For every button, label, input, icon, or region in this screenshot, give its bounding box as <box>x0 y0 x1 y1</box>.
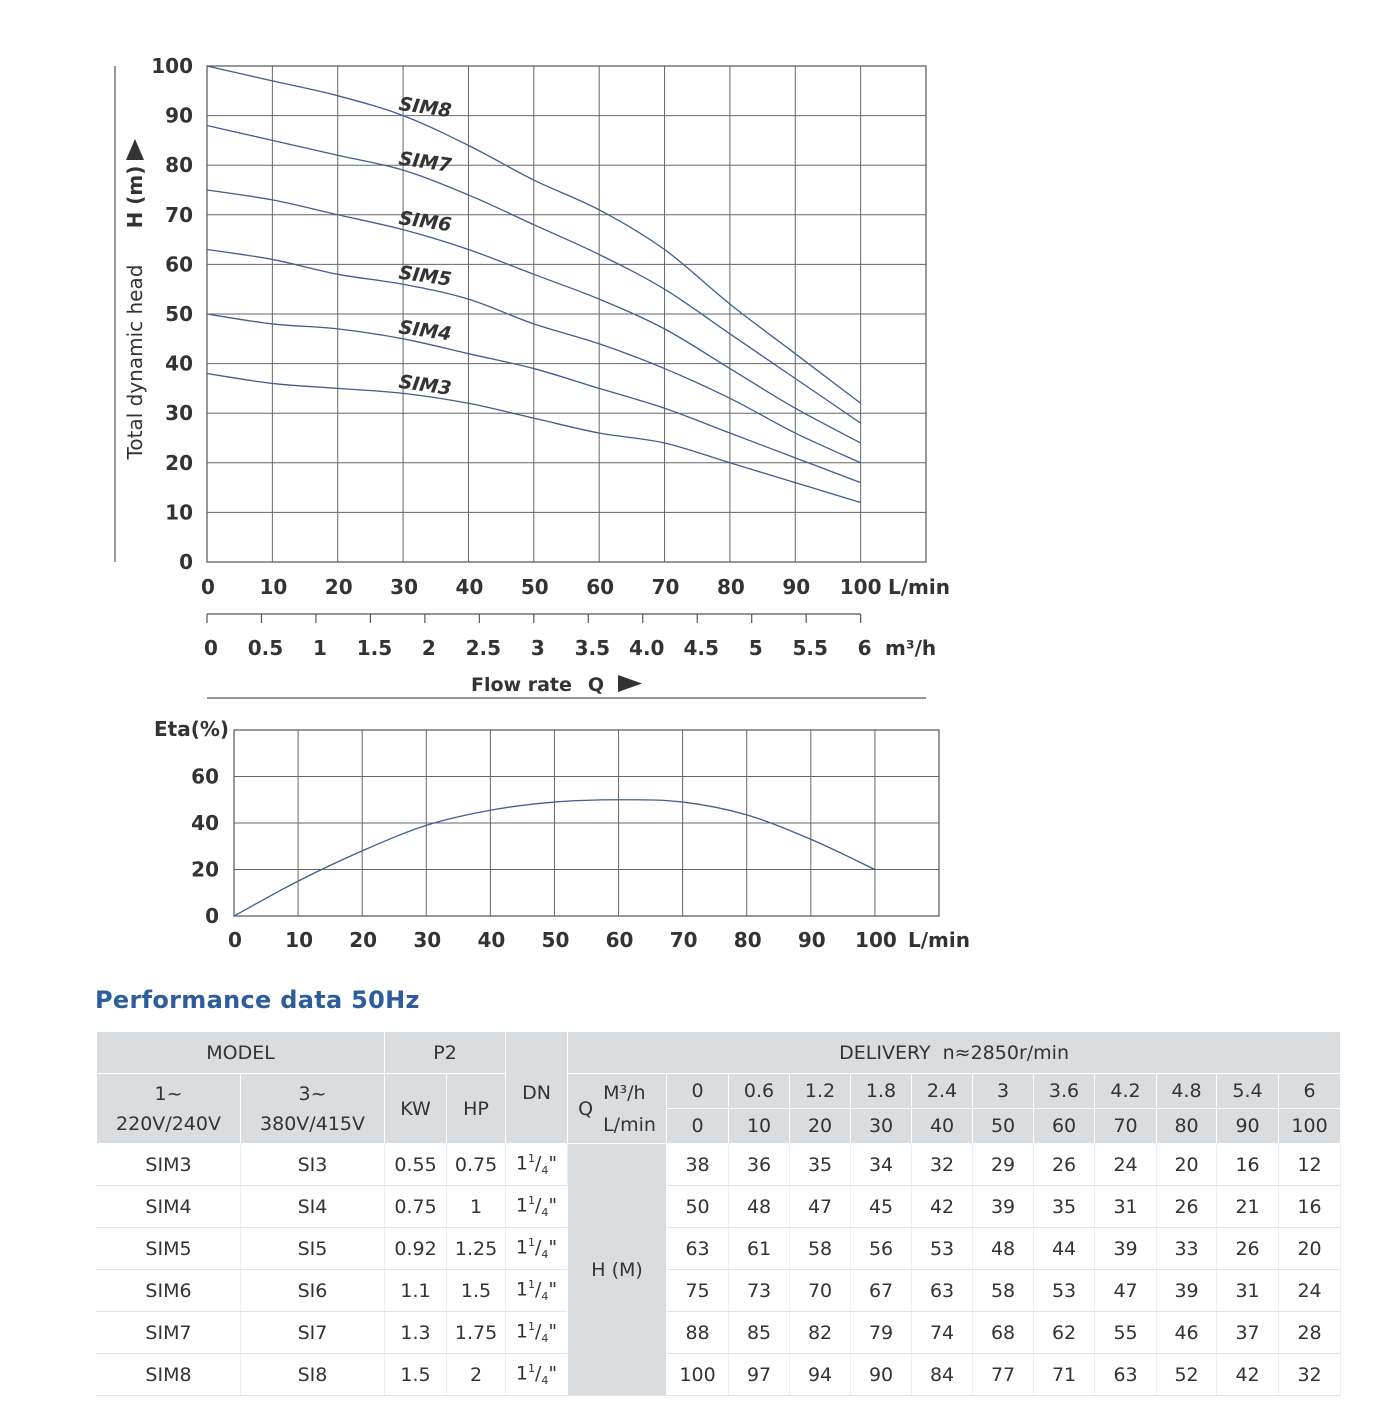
hp-cell: 1.75 <box>447 1312 506 1354</box>
model-three-phase-cell: SI3 <box>241 1144 385 1186</box>
lmin-value: 100 <box>1279 1109 1341 1144</box>
head-value-cell: 67 <box>851 1270 912 1312</box>
model-single-phase-cell: SIM6 <box>97 1270 241 1312</box>
dn-cell: $1^1/_4$" <box>506 1144 568 1186</box>
head-value-cell: 47 <box>790 1186 851 1228</box>
head-y-tick-label: 90 <box>165 103 193 128</box>
head-curve-chart <box>0 0 1400 700</box>
head-value-cell: 39 <box>1095 1228 1157 1270</box>
performance-table-body <box>97 1144 1341 1396</box>
head-value-cell: 20 <box>1279 1228 1341 1270</box>
dn-cell: $1^1/_4$" <box>506 1186 568 1228</box>
three-phase-voltage: 380V/415V <box>260 1112 365 1135</box>
eta-chart-grid <box>234 730 939 916</box>
eta-axis-title: Eta(%) <box>154 717 230 741</box>
head-x-tick-label: 50 <box>520 575 549 599</box>
x2-tick-label: 2.5 <box>465 636 502 660</box>
head-value-cell: 63 <box>1095 1354 1157 1396</box>
head-x-tick-label: 100 <box>839 575 882 599</box>
dn-cell: $1^1/_4$" <box>506 1228 568 1270</box>
head-y-tick-label: 70 <box>165 202 193 227</box>
model-single-phase-cell: SIM3 <box>97 1144 241 1186</box>
single-phase-voltage: 220V/240V <box>116 1112 221 1135</box>
y-axis-title: Total dynamic head <box>123 264 147 460</box>
x2-tick-label: 5.5 <box>792 636 828 660</box>
head-x-tick-label: 40 <box>455 575 484 599</box>
head-value-cell: 46 <box>1157 1312 1217 1354</box>
q-label: Q <box>578 1097 594 1120</box>
m3h-value: 2.4 <box>912 1074 973 1109</box>
head-chart-x-ticks <box>201 575 881 599</box>
head-value-cell: 82 <box>790 1312 851 1354</box>
table-row <box>97 1228 1341 1270</box>
head-x-tick-label: 20 <box>324 575 353 599</box>
delivery-header: DELIVERY n≈2850r/min <box>568 1032 1341 1074</box>
model-three-phase-cell: SI8 <box>241 1354 385 1396</box>
x2-tick-label: 1 <box>312 636 327 660</box>
hp-header: HP <box>447 1074 506 1144</box>
head-y-tick-label: 50 <box>165 302 193 326</box>
head-y-tick-label: 40 <box>165 351 193 376</box>
x2-axis-unit-label: m³/h <box>885 636 937 660</box>
head-y-tick-label: 80 <box>165 153 193 178</box>
lmin-value: 60 <box>1034 1109 1095 1144</box>
head-value-cell: 26 <box>1157 1186 1217 1228</box>
head-value-cell: 31 <box>1217 1270 1279 1312</box>
x2-tick-label: 1.5 <box>356 636 393 660</box>
head-value-cell: 35 <box>790 1144 851 1186</box>
head-value-cell: 35 <box>1034 1186 1095 1228</box>
head-chart-grid <box>207 66 926 562</box>
series-label: SIM8 <box>397 93 453 123</box>
head-value-cell: 74 <box>912 1312 973 1354</box>
eta-x-tick-label: 0 <box>228 928 242 952</box>
head-value-cell: 32 <box>1279 1354 1341 1396</box>
head-y-tick-label: 60 <box>165 252 193 277</box>
x2-tick-label: 4.5 <box>683 636 719 660</box>
x2-tick-label: 6 <box>857 636 872 660</box>
head-value-cell: 100 <box>667 1354 729 1396</box>
lmin-value: 40 <box>912 1109 973 1144</box>
head-value-cell: 16 <box>1279 1186 1341 1228</box>
head-value-cell: 56 <box>851 1228 912 1270</box>
model-three-phase-cell: SI6 <box>241 1270 385 1312</box>
kw-cell: 0.55 <box>385 1144 447 1186</box>
m3h-value: 3 <box>973 1074 1034 1109</box>
eta-y-tick-label: 20 <box>191 857 219 882</box>
x2-tick-label: 5 <box>748 636 763 660</box>
lmin-value: 10 <box>729 1109 790 1144</box>
head-value-cell: 44 <box>1034 1228 1095 1270</box>
eta-y-tick-label: 60 <box>191 764 219 789</box>
x-axis-title-label: Flow rate <box>471 674 572 696</box>
head-value-cell: 90 <box>851 1354 912 1396</box>
model-header: MODEL <box>97 1032 385 1074</box>
head-value-cell: 39 <box>1157 1270 1217 1312</box>
head-value-cell: 38 <box>667 1144 729 1186</box>
dn-header: DN <box>506 1032 568 1144</box>
lmin-value: 0 <box>667 1109 729 1144</box>
head-value-cell: 16 <box>1217 1144 1279 1186</box>
head-x-tick-label: 70 <box>651 575 680 599</box>
head-value-cell: 47 <box>1095 1270 1157 1312</box>
x2-tick-label: 4.0 <box>629 636 665 660</box>
head-value-cell: 84 <box>912 1354 973 1396</box>
lmin-value: 90 <box>1217 1109 1279 1144</box>
eta-y-tick-label: 0 <box>205 904 219 928</box>
three-phase-header <box>241 1074 385 1144</box>
head-value-cell: 75 <box>667 1270 729 1312</box>
three-phase-symbol: 3~ <box>298 1082 327 1105</box>
head-value-cell: 71 <box>1034 1354 1095 1396</box>
m3h-value: 5.4 <box>1217 1074 1279 1109</box>
head-value-cell: 24 <box>1279 1270 1341 1312</box>
kw-cell: 0.75 <box>385 1186 447 1228</box>
head-value-cell: 58 <box>973 1270 1034 1312</box>
eta-x-axis-unit: L/min <box>908 928 970 952</box>
eta-x-tick-label: 40 <box>477 928 506 952</box>
kw-cell: 1.5 <box>385 1354 447 1396</box>
head-value-cell: 42 <box>1217 1354 1279 1396</box>
kw-cell: 0.92 <box>385 1228 447 1270</box>
head-value-cell: 68 <box>973 1312 1034 1354</box>
eta-x-tick-label: 50 <box>541 928 570 952</box>
model-single-phase-cell: SIM5 <box>97 1228 241 1270</box>
series-label: SIM7 <box>397 147 453 177</box>
p2-header: P2 <box>385 1032 506 1074</box>
performance-data-title: Performance data 50Hz <box>95 986 420 1014</box>
head-y-tick-label: 0 <box>179 550 193 574</box>
m3h-label: M³/h <box>603 1081 646 1104</box>
m3h-value: 4.2 <box>1095 1074 1157 1109</box>
single-phase-symbol: 1~ <box>154 1082 183 1105</box>
kw-cell: 1.3 <box>385 1312 447 1354</box>
hp-cell: 0.75 <box>447 1144 506 1186</box>
head-value-cell: 26 <box>1034 1144 1095 1186</box>
model-three-phase-cell: SI5 <box>241 1228 385 1270</box>
head-value-cell: 50 <box>667 1186 729 1228</box>
eta-x-tick-label: 100 <box>855 928 897 952</box>
head-value-cell: 45 <box>851 1186 912 1228</box>
flow-units-header <box>568 1074 667 1144</box>
single-phase-header <box>97 1074 241 1144</box>
m3h-value: 1.8 <box>851 1074 912 1109</box>
head-value-cell: 28 <box>1279 1312 1341 1354</box>
y-axis-unit: H (m) <box>123 165 147 229</box>
head-y-tick-label: 10 <box>165 500 193 525</box>
head-value-cell: 42 <box>912 1186 973 1228</box>
eta-x-tick-label: 30 <box>413 928 442 952</box>
head-value-cell: 97 <box>729 1354 790 1396</box>
lmin-value: 30 <box>851 1109 912 1144</box>
head-value-cell: 29 <box>973 1144 1034 1186</box>
table-row <box>97 1270 1341 1312</box>
eta-x-tick-label: 20 <box>349 928 378 952</box>
series-label: SIM3 <box>397 370 453 400</box>
model-single-phase-cell: SIM8 <box>97 1354 241 1396</box>
series-label: SIM5 <box>397 261 453 291</box>
head-value-cell: 70 <box>790 1270 851 1312</box>
head-x-tick-label: 80 <box>716 575 745 599</box>
head-value-cell: 94 <box>790 1354 851 1396</box>
head-value-cell: 48 <box>729 1186 790 1228</box>
head-value-cell: 85 <box>729 1312 790 1354</box>
head-value-cell: 79 <box>851 1312 912 1354</box>
eta-chart-y-ticks <box>191 765 219 929</box>
y-axis-arrow-icon <box>126 139 144 160</box>
dn-cell: $1^1/_4$" <box>506 1312 568 1354</box>
eta-y-tick-label: 40 <box>191 811 219 835</box>
head-value-cell: 62 <box>1034 1312 1095 1354</box>
head-value-cell: 36 <box>729 1144 790 1186</box>
eta-x-tick-label: 60 <box>605 928 634 952</box>
head-x-tick-label: 0 <box>201 575 215 599</box>
head-value-cell: 55 <box>1095 1312 1157 1354</box>
head-chart-y-ticks <box>151 54 193 574</box>
model-three-phase-cell: SI4 <box>241 1186 385 1228</box>
table-row <box>97 1354 1341 1396</box>
table-row <box>97 1144 1341 1186</box>
head-value-cell: 58 <box>790 1228 851 1270</box>
head-x-tick-label: 90 <box>782 575 811 599</box>
head-value-cell: 34 <box>851 1144 912 1186</box>
model-single-phase-cell: SIM4 <box>97 1186 241 1228</box>
eta-x-tick-label: 80 <box>733 928 762 952</box>
hp-cell: 2 <box>447 1354 506 1396</box>
lmin-value: 50 <box>973 1109 1034 1144</box>
head-value-cell: 32 <box>912 1144 973 1186</box>
x2-tick-label: 0 <box>204 636 218 660</box>
hp-cell: 1.25 <box>447 1228 506 1270</box>
x2-tick-label: 0.5 <box>247 636 284 660</box>
head-value-cell: 88 <box>667 1312 729 1354</box>
head-y-tick-label: 20 <box>165 450 193 475</box>
x-axis-unit: L/min <box>888 575 950 599</box>
head-metres-label: H (M) <box>568 1144 667 1396</box>
lmin-label: L/min <box>603 1113 656 1136</box>
eta-x-tick-label: 10 <box>285 928 314 952</box>
lmin-value: 80 <box>1157 1109 1217 1144</box>
head-x-tick-label: 10 <box>259 575 288 599</box>
series-label: SIM4 <box>397 316 453 346</box>
x2-tick-label: 3 <box>530 636 545 660</box>
m3h-value: 4.8 <box>1157 1074 1217 1109</box>
model-three-phase-cell: SI7 <box>241 1312 385 1354</box>
x-axis-title-symbol: Q <box>587 674 605 696</box>
model-single-phase-cell: SIM7 <box>97 1312 241 1354</box>
m3h-value: 1.2 <box>790 1074 851 1109</box>
x-axis-title <box>471 674 604 696</box>
head-chart-secondary-axis <box>204 614 872 660</box>
head-value-cell: 63 <box>667 1228 729 1270</box>
x2-tick-label: 3.5 <box>574 636 611 660</box>
m3h-value: 0.6 <box>729 1074 790 1109</box>
lmin-value: 70 <box>1095 1109 1157 1144</box>
eta-chart-x-ticks <box>228 928 897 952</box>
lmin-value: 20 <box>790 1109 851 1144</box>
m3h-value: 3.6 <box>1034 1074 1095 1109</box>
head-value-cell: 31 <box>1095 1186 1157 1228</box>
head-value-cell: 63 <box>912 1270 973 1312</box>
x-axis-arrow-icon <box>618 675 642 692</box>
hp-cell: 1 <box>447 1186 506 1228</box>
x2-tick-label: 2 <box>421 636 436 660</box>
head-y-tick-label: 30 <box>165 401 193 426</box>
head-value-cell: 73 <box>729 1270 790 1312</box>
head-value-cell: 39 <box>973 1186 1034 1228</box>
kw-header: KW <box>385 1074 447 1144</box>
head-value-cell: 53 <box>1034 1270 1095 1312</box>
hp-cell: 1.5 <box>447 1270 506 1312</box>
efficiency-chart <box>0 700 1400 960</box>
m3h-value: 0 <box>667 1074 729 1109</box>
series-label: SIM6 <box>397 207 453 237</box>
eta-x-tick-label: 90 <box>797 928 826 952</box>
eta-x-tick-label: 70 <box>669 928 698 952</box>
head-value-cell: 12 <box>1279 1144 1341 1186</box>
head-value-cell: 37 <box>1217 1312 1279 1354</box>
m3h-value: 6 <box>1279 1074 1341 1109</box>
table-row <box>97 1312 1341 1354</box>
head-value-cell: 26 <box>1217 1228 1279 1270</box>
performance-table <box>96 1031 1341 1396</box>
head-x-tick-label: 60 <box>586 575 615 599</box>
head-value-cell: 21 <box>1217 1186 1279 1228</box>
dn-cell: $1^1/_4$" <box>506 1270 568 1312</box>
x2-axis-unit <box>885 636 936 660</box>
head-value-cell: 20 <box>1157 1144 1217 1186</box>
head-value-cell: 53 <box>912 1228 973 1270</box>
head-value-cell: 24 <box>1095 1144 1157 1186</box>
head-value-cell: 61 <box>729 1228 790 1270</box>
table-row <box>97 1186 1341 1228</box>
head-value-cell: 77 <box>973 1354 1034 1396</box>
kw-cell: 1.1 <box>385 1270 447 1312</box>
head-value-cell: 48 <box>973 1228 1034 1270</box>
head-x-tick-label: 30 <box>390 575 419 599</box>
head-y-tick-label: 100 <box>151 54 193 78</box>
head-value-cell: 52 <box>1157 1354 1217 1396</box>
head-value-cell: 33 <box>1157 1228 1217 1270</box>
dn-cell: $1^1/_4$" <box>506 1354 568 1396</box>
